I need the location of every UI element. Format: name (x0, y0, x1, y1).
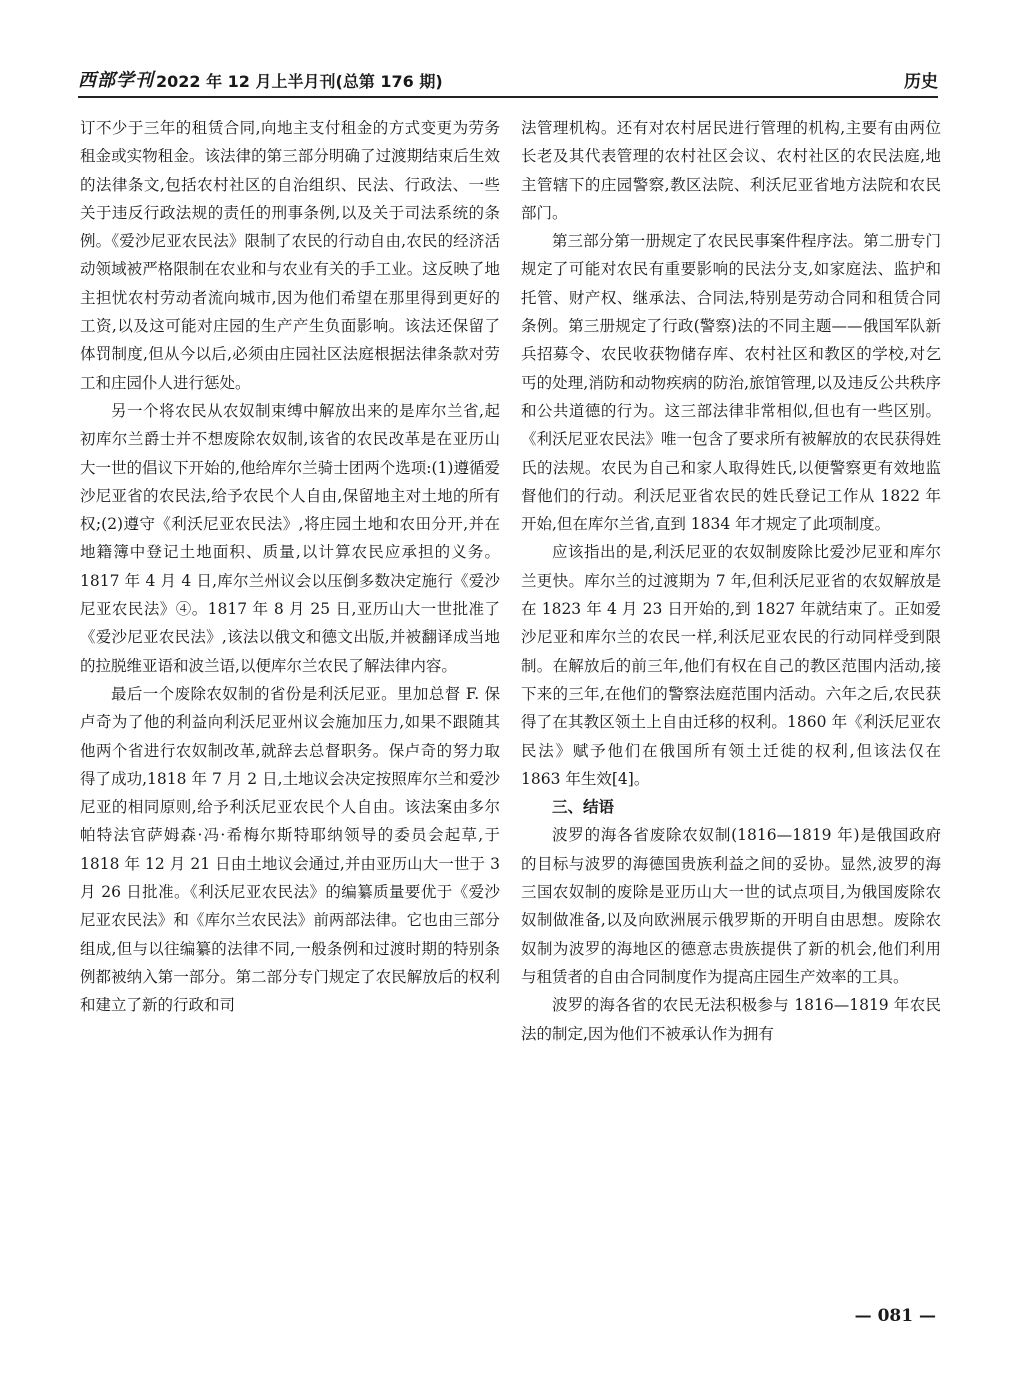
left-column (80, 114, 500, 1020)
header-left (78, 66, 443, 96)
paragraph: 最后一个废除农奴制的省份是利沃尼亚。里加总督 F. 保卢奇为了他的利益向利沃尼亚州议会施加压力,如果不跟随其他两个省进行农奴制改革,就辞去总督职务。保卢奇的努力取得了成功,1818 年 7 月 2 日,土地议会决定按照库尔兰和爱沙尼亚的相同原则,给予利沃尼亚农民个人自由。该法案由多尔帕特法官萨姆森·冯·希梅尔斯特耶纳领导的委员会起草,于 1818 年 12 月 21 日由土地议会通过,并由亚历山大一世于 3 月 26 日批准。《利沃尼亚农民法》的编纂质量要优于《爱沙尼亚农民法》和《库尔兰农民法》前两部法律。它也由三部分组成,但与以往编纂的法律不同,一般条例和过渡时期的特别条例都被纳入第一部分。第二部分专门规定了农民解放后的权利和建立了新的行政和司 (80, 684, 500, 1015)
section-heading: 三、结语 (552, 798, 615, 817)
paragraph: 法管理机构。还有对农村居民进行管理的机构,主要有由两位长老及其代表管理的农村社区会议、农村社区的农民法庭,地主管辖下的庄园警察,教区法院、利沃尼亚省地方法院和农民部门。 (521, 119, 941, 222)
issue-info: 2022 年 12 月上半月刊(总第 176 期) (156, 72, 443, 91)
paragraph: 应该指出的是,利沃尼亚的农奴制废除比爱沙尼亚和库尔兰更快。库尔兰的过渡期为 7 年,但利沃尼亚省的农奴解放是在 1823 年 4 月 23 日开始的,到 1827 年就结束了。正如爱沙尼亚和库尔兰的农民一样,利沃尼亚农民的行动同样受到限制。在解放后的前三年,他们有权在自己的教区范围内活动,接下来的三年,在他们的警察法庭范围内活动。六年之后,农民获得了在其教区领土上自由迁移的权利。1860 年《利沃尼亚农民法》赋予他们在俄国所有领土迁徙的权利,但该法仅在 1863 年生效[4]。 (521, 543, 941, 788)
paragraph: 波罗的海各省废除农奴制(1816—1819 年)是俄国政府的目标与波罗的海德国贵族利益之间的妥协。显然,波罗的海三国农奴制的废除是亚历山大一世的试点项目,为俄国废除农奴制做准备,以及向欧洲展示俄罗斯的开明自由思想。废除农奴制为波罗的海地区的德意志贵族提供了新的机会,他们利用与租赁者的自由合同制度作为提高庄园生产效率的工具。 (521, 826, 941, 986)
paragraph: 第三部分第一册规定了农民民事案件程序法。第二册专门规定了可能对农民有重要影响的民法分支,如家庭法、监护和托管、财产权、继承法、合同法,特别是劳动合同和租赁合同条例。第三册规定了行政(警察)法的不同主题——俄国军队新兵招募令、农民收获物储存库、农村社区和教区的学校,对乞丐的处理,消防和动物疾病的防治,旅馆管理,以及违反公共秩序和公共道德的行为。这三部法律非常相似,但也有一些区别。《利沃尼亚农民法》唯一包含了要求所有被解放的农民获得姓氏的法规。农民为自己和家人取得姓氏,以便警察更有效地监督他们的行动。利沃尼亚省农民的姓氏登记工作从 1822 年开始,但在库尔兰省,直到 1834 年才规定了此项制度。 (521, 232, 941, 534)
running-header (78, 62, 938, 98)
page-number: — 081 — (854, 1306, 936, 1326)
right-column (521, 114, 941, 1048)
journal-logo: 西部学刊 (78, 70, 154, 91)
paragraph: 订不少于三年的租赁合同,向地主支付租金的方式变更为劳务租金或实物租金。该法律的第三部分明确了过渡期结束后生效的法律条文,包括农村社区的自治组织、民法、行政法、一些关于违反行政法规的责任的刑事条例,以及关于司法系统的条例。《爱沙尼亚农民法》限制了农民的行动自由,农民的经济活动领域被严格限制在农业和与农业有关的手工业。这反映了地主担忧农村劳动者流向城市,因为他们希望在那里得到更好的工资,以及这可能对庄园的生产产生负面影响。该法还保留了体罚制度,但从今以后,必须由庄园社区法庭根据法律条款对劳工和庄园仆人进行惩处。 (80, 119, 500, 392)
paragraph: 另一个将农民从农奴制束缚中解放出来的是库尔兰省,起初库尔兰爵士并不想废除农奴制,该省的农民改革是在亚历山大一世的倡议下开始的,他给库尔兰骑士团两个选项:(1)遵循爱沙尼亚省的农民法,给予农民个人自由,保留地主对土地的所有权;(2)遵守《利沃尼亚农民法》,将庄园土地和农田分开,并在地籍簿中登记土地面积、质量,以计算农民应承担的义务。1817 年 4 月 4 日,库尔兰州议会以压倒多数决定施行《爱沙尼亚农民法》④。1817 年 8 月 25 日,亚历山大一世批准了《爱沙尼亚农民法》,该法以俄文和德文出版,并被翻译成当地的拉脱维亚语和波兰语,以便库尔兰农民了解法律内容。 (80, 401, 500, 675)
section-title: 历史 (904, 72, 938, 92)
paragraph: 波罗的海各省的农民无法积极参与 1816—1819 年农民法的制定,因为他们不被承认作为拥有 (521, 996, 941, 1043)
